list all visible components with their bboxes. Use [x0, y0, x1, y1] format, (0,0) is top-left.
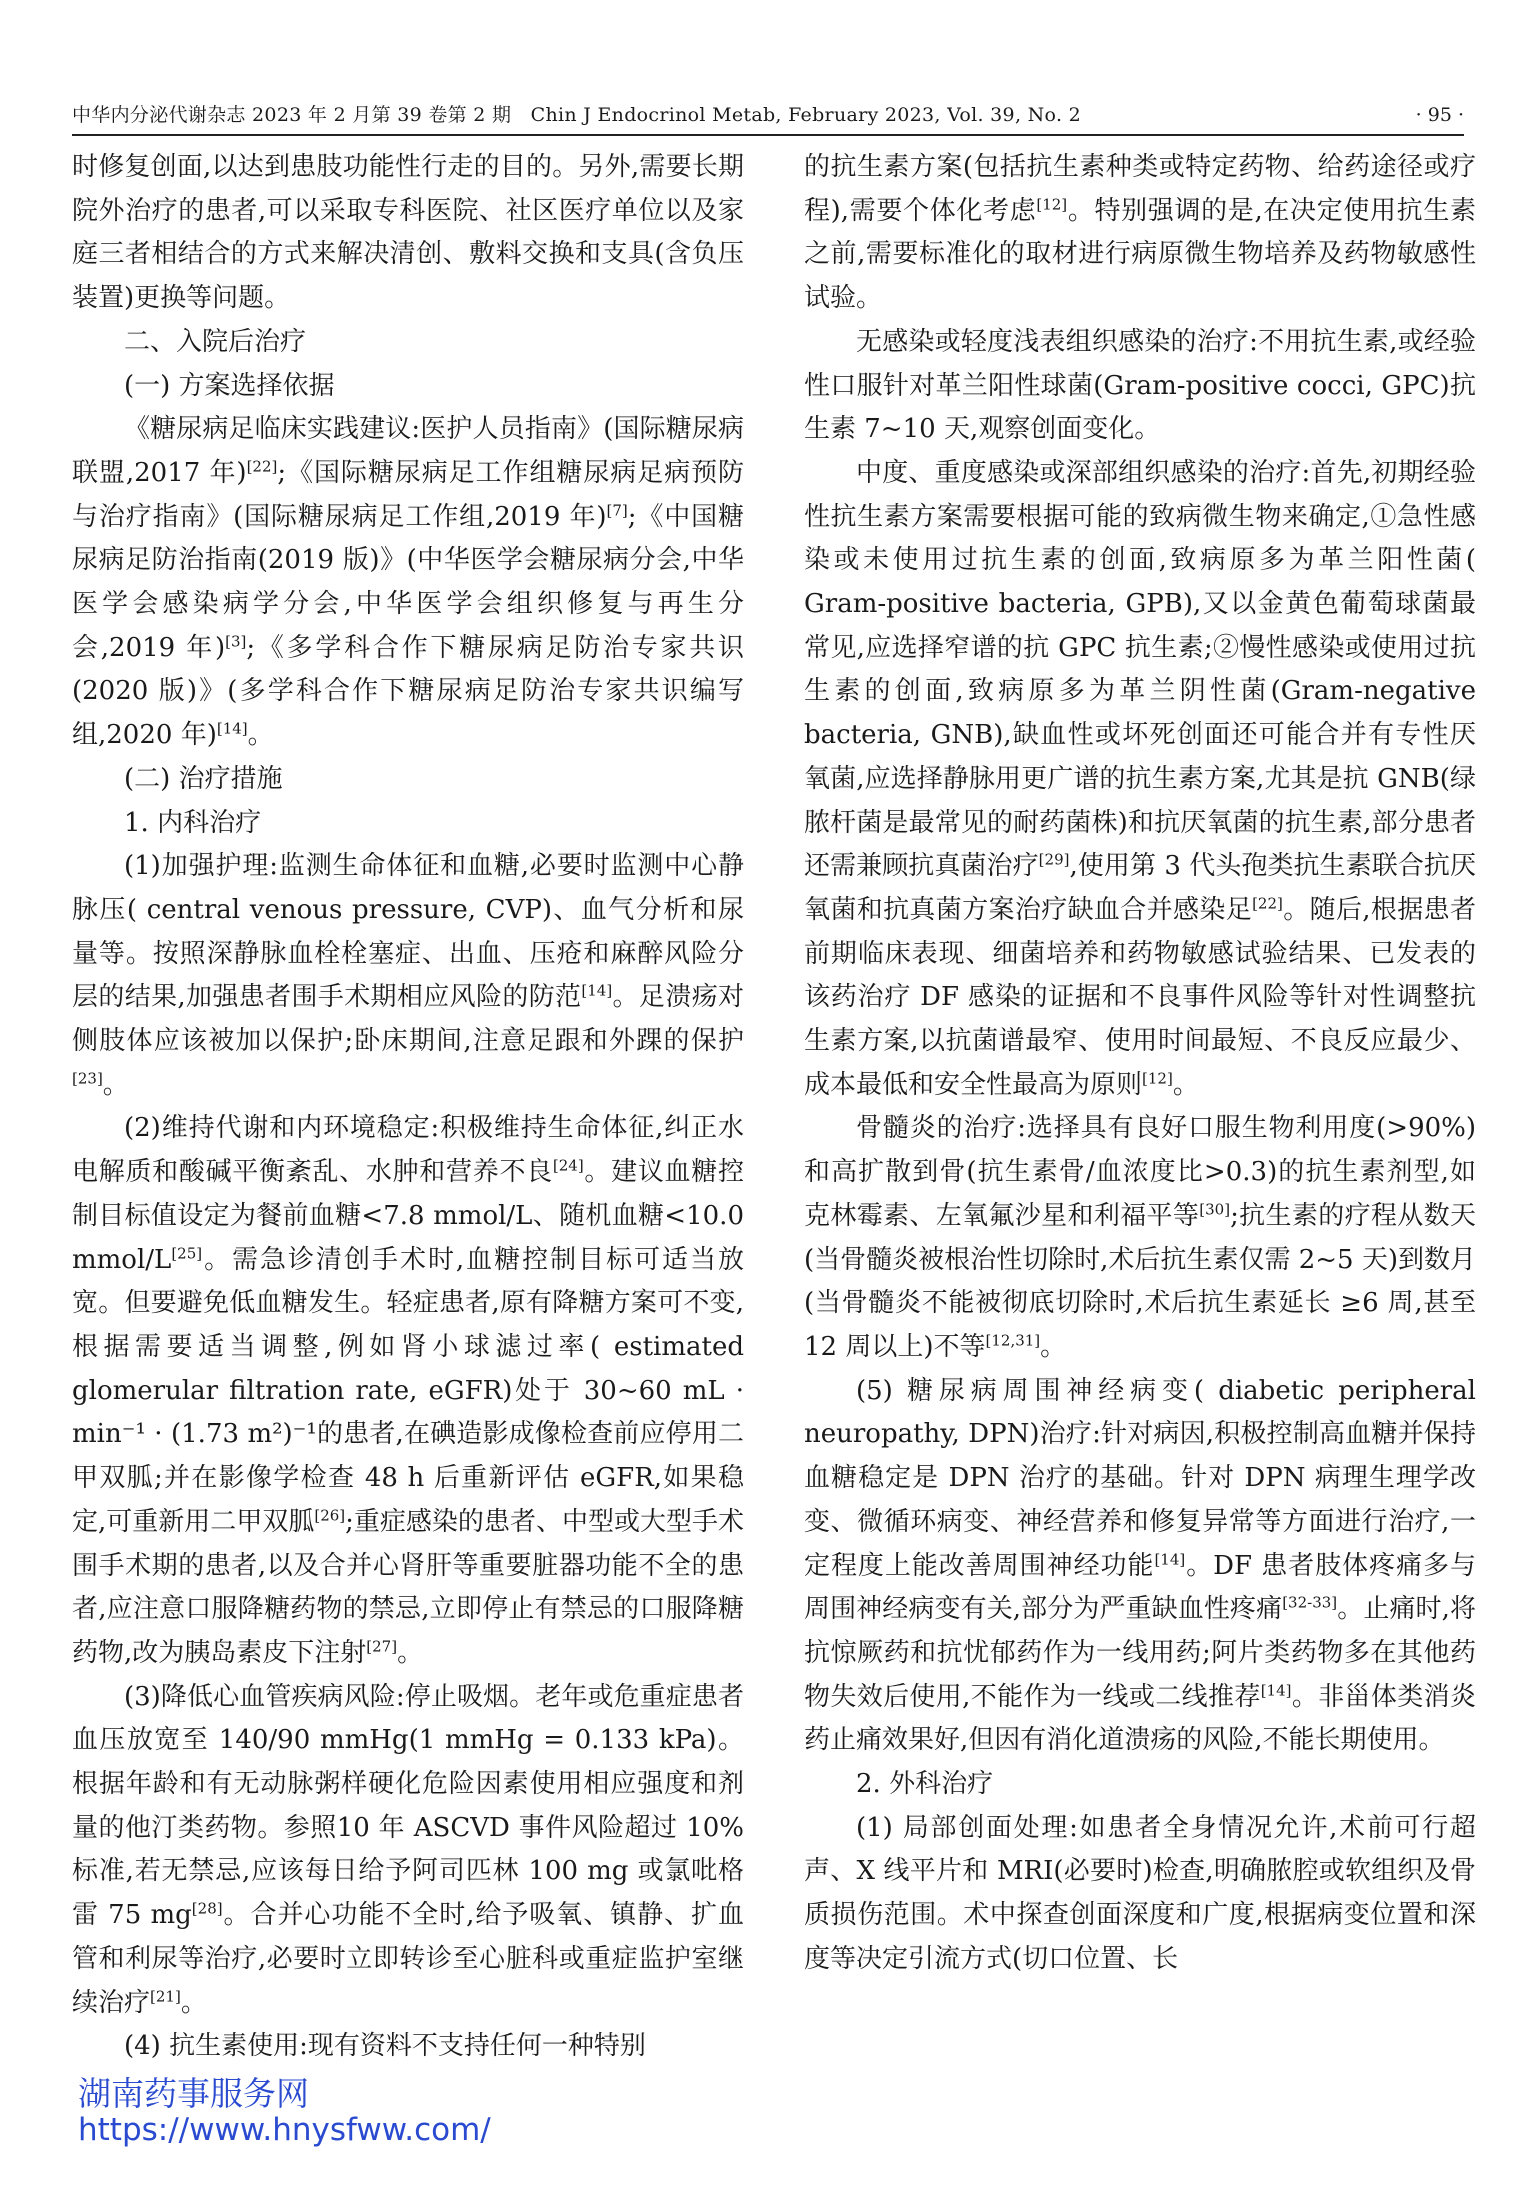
- paragraph: 时修复创面,以达到患肢功能性行走的目的。另外,需要长期院外治疗的患者,可以采取专科医院、社区医疗单位以及家庭三者相结合的方式来解决清创、敷料交换和支具(含负压装置)更换等问题。: [72, 152, 744, 314]
- paragraph: (5) 糖尿病周围神经病变( diabetic peripheral neuropathy, DPN)治疗:针对病因,积极控制高血糖并保持血糖稳定是 DPN 治疗的基础。针对 DPN 病理生理学改变、微循环病变、神经营养和修复异常等方面进行治疗,一定程度上能改善周围神经功能[14]。DF 患者肢体疼痛多与周围神经病变有关,部分为严重缺血性疼痛[32-33]。止痛时,将抗惊厥药和抗忧郁药作为一线用药;阿片类药物多在其他药物失效后使用,不能作为一线或二线推荐[14]。非甾体类消炎药止痛效果好,但因有消化道溃疡的风险,不能长期使用。: [804, 1375, 1477, 1756]
- paragraph: (3)降低心血管疾病风险:停止吸烟。老年或危重症患者血压放宽至 140/90 mmHg(1 mmHg = 0.133 kPa)。根据年龄和有无动脉粥样硬化危险因素使用相应强度和剂量的他汀类药物。参照10 年 ASCVD 事件风险超过 10%标准,若无禁忌,应该每日给予阿司匹林 100 mg 或氯吡格雷 75 mg[28]。合并心功能不全时,给予吸氧、镇静、扩血管和利尿等治疗,必要时立即转诊至心脏科或重症监护室继续治疗[21]。: [72, 1681, 745, 2018]
- paragraph: 《糖尿病足临床实践建议:医护人员指南》(国际糖尿病联盟,2017 年)[22];《国际糖尿病足工作组糖尿病足病预防与治疗指南》(国际糖尿病足工作组,2019 年)[7];《中国糖尿病足防治指南(2019 版)》(中华医学会糖尿病分会,中华医学会感染病学分会,中华医学会组织修复与再生分会,2019 年)[3];《多学科合作下糖尿病足防治专家共识(2020 版)》(多学科合作下糖尿病足防治专家共识编写组,2020 年)[14]。: [72, 414, 745, 751]
- citation-ref: [28]: [191, 1899, 223, 1918]
- citation-ref: [29]: [1038, 850, 1070, 869]
- citation-ref: [12]: [1142, 1069, 1173, 1088]
- citation-ref: [23]: [72, 1069, 103, 1088]
- right-column: [804, 146, 1476, 1982]
- paragraph: (二) 治疗措施: [124, 763, 283, 794]
- citation-ref: [21]: [150, 1986, 181, 2005]
- paragraph: 2. 外科治疗: [856, 1769, 994, 1800]
- left-column: [72, 146, 744, 2069]
- citation-ref: [22]: [246, 457, 278, 476]
- paragraph: 1. 内科治疗: [124, 807, 262, 838]
- paragraph: 中度、重度感染或深部组织感染的治疗:首先,初期经验性抗生素方案需要根据可能的致病微生物来确定,①急性感染或未使用过抗生素的创面,致病原多为革兰阳性菌( Gram-positive bacteria, GPB),又以金黄色葡萄球菌最常见,应选择窄谱的抗 GPC 抗生素;②慢性感染或使用过抗生素的创面,致病原多为革兰阴性菌(Gram-negative bacteria, GNB),缺血性或坏死创面还可能合并有专性厌氧菌,应选择静脉用更广谱的抗生素方案,尤其是抗 GNB(绿脓杆菌是最常见的耐药菌株)和抗厌氧菌的抗生素,部分患者还需兼顾抗真菌治疗[29],使用第 3 代头孢类抗生素联合抗厌氧菌和抗真菌方案治疗缺血合并感染足[22]。随后,根据患者前期临床表现、细菌培养和药物敏感试验结果、已发表的该药治疗 DF 感染的证据和不良事件风险等针对性调整抗生素方案,以抗菌谱最窄、使用时间最短、不良反应最少、成本最低和安全性最高为原则[12]。: [804, 457, 1476, 1100]
- page-number: · 95 ·: [1415, 104, 1464, 126]
- citation-ref: [3]: [225, 632, 247, 651]
- citation-ref: [26]: [314, 1506, 346, 1525]
- journal-citation: 中华内分泌代谢杂志 2023 年 2 月第 39 卷第 2 期 Chin J Endocrinol Metab, February 2023, Vol. 39, No. 2: [72, 104, 1082, 126]
- citation-ref: [14]: [216, 719, 248, 738]
- citation-ref: [24]: [552, 1156, 584, 1175]
- citation-ref: [27]: [366, 1637, 398, 1656]
- citation-ref: [14]: [1154, 1549, 1186, 1568]
- paragraph: (2)维持代谢和内环境稳定:积极维持生命体征,纠正水电解质和酸碱平衡紊乱、水肿和营养不良[24]。建议血糖控制目标值设定为餐前血糖<7.8 mmol/L、随机血糖<10.0 mmol/L[25]。需急诊清创手术时,血糖控制目标可适当放宽。但要避免低血糖发生。轻症患者,原有降糖方案可不变,根据需要适当调整,例如肾小球滤过率( estimated glomerular filtration rate, eGFR)处于 30~60 mL · min⁻¹ · (1.73 m²)⁻¹的患者,在碘造影成像检查前应停用二甲双胍;并在影像学检查 48 h 后重新评估 eGFR,如果稳定,可重新用二甲双胍[26];重症感染的患者、中型或大型手术围手术期的患者,以及合并心肾肝等重要脏器功能不全的患者,应注意口服降糖药物的禁忌,立即停止有禁忌的口服降糖药物,改为胰岛素皮下注射[27]。: [72, 1113, 745, 1668]
- citation-ref: [32-33]: [1282, 1593, 1338, 1612]
- paragraph: 无感染或轻度浅表组织感染的治疗:不用抗生素,或经验性口服针对革兰阳性球菌(Gram-positive cocci, GPC)抗生素 7~10 天,观察创面变化。: [804, 326, 1476, 445]
- citation-ref: [12]: [1036, 195, 1068, 214]
- citation-ref: [30]: [1199, 1200, 1231, 1219]
- paragraph: 二、入院后治疗: [124, 326, 307, 357]
- citation-ref: [12,31]: [985, 1331, 1041, 1350]
- paragraph: (一) 方案选择依据: [124, 370, 335, 401]
- citation-ref: [14]: [581, 981, 613, 1000]
- watermark-site-name: 湖南药事服务网: [78, 2074, 309, 2113]
- citation-ref: [25]: [171, 1243, 203, 1262]
- citation-ref: [22]: [1252, 894, 1283, 913]
- page-header: [72, 100, 1464, 136]
- citation-ref: [14]: [1260, 1680, 1292, 1699]
- paragraph: 的抗生素方案(包括抗生素种类或特定药物、给药途径或疗程),需要个体化考虑[12]。特别强调的是,在决定使用抗生素之前,需要标准化的取材进行病原微生物培养及药物敏感性试验。: [804, 152, 1476, 314]
- watermark-url[interactable]: https://www.hnysfww.com/: [78, 2112, 491, 2148]
- paragraph: (1)加强护理:监测生命体征和血糖,必要时监测中心静脉压( central venous pressure, CVP)、血气分析和尿量等。按照深静脉血栓栓塞症、出血、压疮和麻醉风险分层的结果,加强患者围手术期相应风险的防范[14]。足溃疡对侧肢体应该被加以保护;卧床期间,注意足跟和外踝的保护[23]。: [72, 851, 744, 1100]
- paragraph: 骨髓炎的治疗:选择具有良好口服生物利用度(>90%)和高扩散到骨(抗生素骨/血浓度比>0.3)的抗生素剂型,如克林霉素、左氧氟沙星和利福平等[30];抗生素的疗程从数天(当骨髓炎被根治性切除时,术后抗生素仅需 2~5 天)到数月(当骨髓炎不能被彻底切除时,术后抗生素延长 ≥6 周,甚至 12 周以上)不等[12,31]。: [804, 1113, 1476, 1362]
- paragraph: (1) 局部创面处理:如患者全身情况允许,术前可行超声、X 线平片和 MRI(必要时)检查,明确脓腔或软组织及骨质损伤范围。术中探查创面深度和广度,根据病变位置和深度等决定引流方式(切口位置、长: [804, 1812, 1476, 1974]
- citation-ref: [7]: [606, 500, 628, 519]
- paragraph: (4) 抗生素使用:现有资料不支持任何一种特别: [124, 2031, 646, 2062]
